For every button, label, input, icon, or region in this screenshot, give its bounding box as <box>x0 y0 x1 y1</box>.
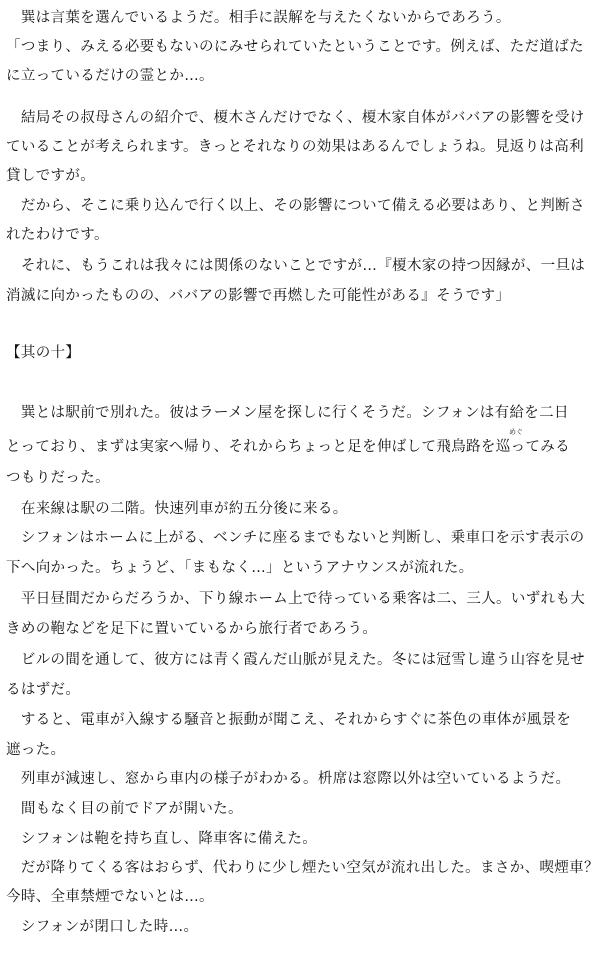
text-line: 巽は言葉を選んでいるようだ。相手に誤解を与えたくないからであろう。 <box>6 10 511 26</box>
text-line: すると、電車が入線する騒音と振動が聞こえ、それからすぐに茶色の車体が風景を <box>6 712 572 728</box>
text-line: に立っているだけの霊とか…。 <box>6 68 214 84</box>
text-line: 間もなく目の前でドアが開いた。 <box>6 801 243 817</box>
text-line: だが降りてくる客はおらず、代わりに少し煙たい空気が流れ出した。まさか、喫煙車？ <box>6 860 599 876</box>
text-line: 巽とは駅前で別れた。彼はラーメン屋を探しに行くそうだ。シフォンは有給を二日 <box>6 405 569 421</box>
text-line: 消滅に向かったものの、ババアの影響で再燃した可能性がある』そうです」 <box>6 288 511 304</box>
text-line: とっており、まずは実家へ帰り、それからちょっと足を伸ばして飛鳥路を巡ってみる <box>6 439 571 455</box>
text-line: れたわけです。 <box>6 227 109 243</box>
text-line: 「つまり、みえる必要もないのにみせられていたということです。例えば、ただ道ばた <box>6 39 584 55</box>
text-line: つもりだった。 <box>6 470 110 486</box>
text-line: 下へ向かった。ちょうど、「まもなく…」というアナウンスが流れた。 <box>6 560 474 576</box>
text-line: ビルの間を通して、彼方には青く霞んだ山脈が見えた。冬には冠雪し違う山容を見せ <box>6 652 585 668</box>
text-line: シフォンは鞄を持ち直し、降車客に備えた。 <box>6 831 318 847</box>
text-line: 在来線は駅の二階。快速列車が約五分後に来る。 <box>6 501 348 517</box>
text-line: ていることが考えられます。きっとそれなりの効果はあるんでしょうね。見返りは高利 <box>6 139 584 155</box>
text-line: 遮った。 <box>6 742 66 758</box>
text-line: きめの鞄などを足下に置いているから旅行者であろう。 <box>6 621 378 637</box>
text-line: るはずだ。 <box>6 682 81 698</box>
text-line: 列車が減速し、窓から車内の様子がわかる。枡席は窓際以外は空いているようだ。 <box>6 771 571 787</box>
text-line: それに、もうこれは我々には関係のないことですが…『榎木家の持つ因縁が、一旦は <box>6 258 586 274</box>
text-line: 平日昼間だからだろうか、下り線ホーム上で待っている乗客は二、三人。いずれも大 <box>6 591 586 607</box>
chapter-heading: 【其の十】 <box>6 345 81 361</box>
text-line: シフォンが閉口した時…。 <box>6 919 199 935</box>
text-line: 今時、全車禁煙でないとは…。 <box>6 889 214 905</box>
text-line: シフォンはホームに上がる、ベンチに座るまでもないと判断し、乗車口を示す表示の <box>6 530 585 546</box>
text-line: だから、そこに乗り込んで行く以上、その影響について備える必要はあり、と判断さ <box>6 198 585 214</box>
ruby-annotation: めぐ <box>509 428 523 436</box>
text-line: 結局その叔母さんの紹介で、榎木さんだけでなく、榎木家自体がババアの影響を受け <box>6 110 585 126</box>
text-line: 貸しですが。 <box>6 168 96 184</box>
